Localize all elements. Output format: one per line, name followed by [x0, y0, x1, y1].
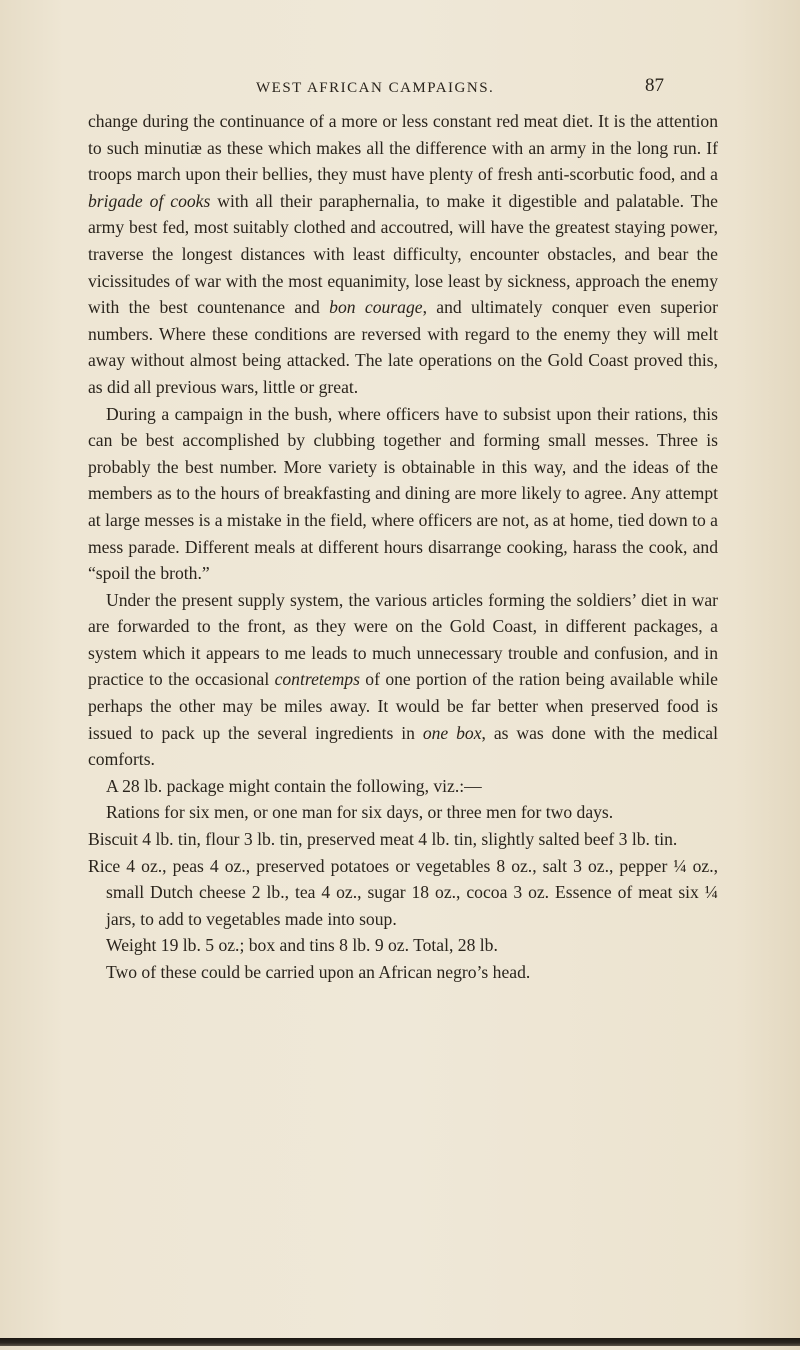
paragraph-messes: [88, 401, 718, 587]
paragraph-rations: [88, 799, 718, 826]
text-run: During a campaign in the bush, where officers have to subsist upon their rations, this can be best accomplished by clubbing together and forming small messes. Three is probably the best number. More variety is obtainable in this way, and the ideas of the members as to the hours of breakfasting and dining are more likely to agree. Any attempt at large messes is a mistake in the field, where officers are not, as at home, tied down to a mess parade. Different meals at different hours disarrange cooking, harass the cook, and “spoil the broth.”: [88, 403, 718, 584]
page-number: 87: [645, 75, 664, 96]
bottom-edge-rule: [0, 1338, 800, 1346]
paragraph-diet: [88, 108, 718, 401]
text-run: of one portion of the ration being available while perhaps the other may be miles away. It would be far better when preserved food is issued to pack up the several ingredients in: [88, 669, 718, 743]
paragraph-sundries-list: [88, 853, 718, 933]
text-run: Rice 4 oz., peas 4 oz., preserved potatoes or vegetables 8 oz., salt 3 oz., pepper ¼ oz., small Dutch cheese 2 lb., tea 4 oz., sugar 18 oz., cocoa 3 oz. Essence of meat six ¼ jars, to add to vegetables made into soup.: [88, 855, 718, 929]
page-header: [0, 75, 800, 102]
italic-phrase: brigade of cooks: [88, 190, 211, 211]
text-run: with all their paraphernalia, to make it digestible and palatable. The army best fed, most suitably clothed and accoutred, will have the greatest staying power, traverse the longest distances with least difficulty, encounter obstacles, and bear the vicissitudes of war with the most equanimity, lose least by sickness, approach the enemy with the best countenance and: [88, 190, 718, 318]
text-run: A 28 lb. package might contain the following, viz.:—: [106, 775, 482, 796]
paragraph-supply-system: [88, 587, 718, 773]
italic-phrase: contretemps: [274, 669, 360, 690]
paragraph-weight: [88, 932, 718, 959]
text-run: , as was done with the medical comforts.: [88, 722, 718, 770]
paragraph-package-intro: [88, 773, 718, 800]
text-run: Biscuit 4 lb. tin, flour 3 lb. tin, preserved meat 4 lb. tin, slightly salted beef 3 lb. tin.: [88, 829, 678, 850]
italic-phrase: bon courage: [329, 297, 423, 318]
page-body: [88, 108, 718, 986]
text-run: change during the continuance of a more or less constant red meat diet. It is the attention to such minutiæ as these which makes all the difference with an army in the long run. If troops march upon their bellies, they must have plenty of fresh anti-scorbutic food, and a: [88, 111, 718, 185]
running-head: WEST AFRICAN CAMPAIGNS.: [256, 80, 495, 96]
text-run: Weight 19 lb. 5 oz.; box and tins 8 lb. 9 oz. Total, 28 lb.: [106, 935, 498, 956]
paragraph-tins-list: [88, 826, 718, 853]
text-run: , and ultimately conquer even superior numbers. Where these conditions are reversed with regard to the enemy they will melt away without almost being attacked. The late operations on the Gold Coast proved this, as did all previous wars, little or great.: [88, 297, 718, 397]
text-run: Under the present supply system, the various articles forming the soldiers’ diet in war are forwarded to the front, as they were on the Gold Coast, in different packages, a system which it appears to me leads to much unnecessary trouble and confusion, and in practice to the occasional: [88, 589, 718, 690]
text-run: Two of these could be carried upon an African negro’s head.: [106, 962, 531, 982]
paragraph-carrying: [88, 959, 718, 986]
italic-phrase: one box: [422, 722, 482, 743]
text-run: Rations for six men, or one man for six days, or three men for two days.: [106, 802, 614, 823]
